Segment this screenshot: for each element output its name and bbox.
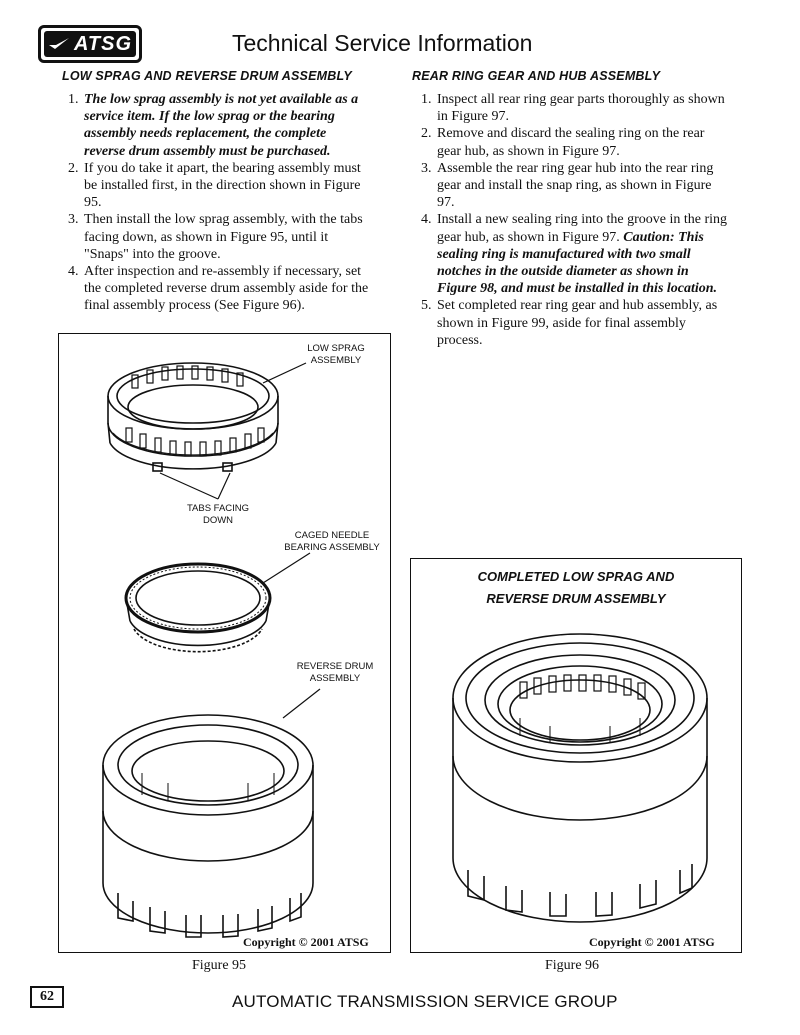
reverse-drum <box>103 715 313 937</box>
caution-note: Caution: This sealing ring is manufactured with two small notches in the outside diameter as shown in Figure 98, and must be installed in this location. <box>437 229 718 297</box>
list-item: 4. Install a new sealing ring into the groove in the ring gear hub, as shown in Figure 97. Caution: This sealing ring is manufactured with two small notches in the outside diameter as shown in Figure 98, and must be installed in this location. <box>421 212 728 297</box>
list-item: 2. If you do take it apart, the bearing assembly must be installed first, in the direction shown in Figure 95. <box>68 160 361 211</box>
right-section-heading: REAR RING GEAR AND HUB ASSEMBLY <box>412 69 661 83</box>
callout-caged-needle-bearing: CAGED NEEDLE BEARING ASSEMBLY <box>284 530 380 553</box>
check-swoosh-icon <box>48 37 70 51</box>
figure-96-caption: Figure 96 <box>545 958 600 973</box>
figure-96-copyright: Copyright © 2001 ATSG <box>589 935 715 949</box>
list-item: 1. Inspect all rear ring gear parts thoroughly as shown in Figure 97. <box>421 92 725 125</box>
figure-95-illustration <box>58 333 391 953</box>
caged-needle-bearing <box>126 564 270 652</box>
figure-95-caption: Figure 95 <box>192 958 247 973</box>
page-title: Technical Service Information <box>232 30 533 56</box>
logo-text: ATSG <box>73 32 133 55</box>
list-item: 2. Remove and discard the sealing ring on the rear gear hub, as shown in Figure 97. <box>421 126 705 159</box>
page-number: 62 <box>30 986 64 1008</box>
list-item: 3. Then install the low sprag assembly, with the tabs facing down, as shown in Figure 95, until it "Snaps" into the groove. <box>68 212 363 262</box>
callout-reverse-drum: REVERSE DRUM ASSEMBLY <box>296 661 374 684</box>
list-item: 4. After inspection and re-assembly if necessary, set the completed reverse drum assembly aside for the final assembly process (See Figure 96). <box>68 264 369 314</box>
list-item: 5. Set completed rear ring gear and hub assembly, as shown in Figure 99, aside for final assembly process. <box>421 298 718 348</box>
figure-96-title: COMPLETED LOW SPRAG AND REVERSE DRUM ASSEMBLY <box>477 569 675 606</box>
atsg-logo <box>38 25 142 63</box>
figure-96-illustration <box>410 558 742 953</box>
callout-tabs-facing-down: TABS FACING DOWN <box>186 503 250 526</box>
footer-text: AUTOMATIC TRANSMISSION SERVICE GROUP <box>232 992 618 1011</box>
list-item: 3. Assemble the rear ring gear hub into the rear ring gear and install the snap ring, as shown in Figure 97. <box>421 160 714 211</box>
list-item: 1. The low sprag assembly is not yet available as a service item. If the low sprag or the bearing assembly needs replacement, the complete reverse drum assembly must be purchased. <box>68 92 359 159</box>
right-section-text <box>421 91 731 349</box>
callout-low-sprag: LOW SPRAG ASSEMBLY <box>307 343 365 366</box>
left-section-heading: LOW SPRAG AND REVERSE DRUM ASSEMBLY <box>62 69 352 83</box>
low-sprag-assembly <box>108 363 278 471</box>
left-section-text <box>68 91 370 315</box>
figure-95-copyright: Copyright © 2001 ATSG <box>243 935 369 949</box>
